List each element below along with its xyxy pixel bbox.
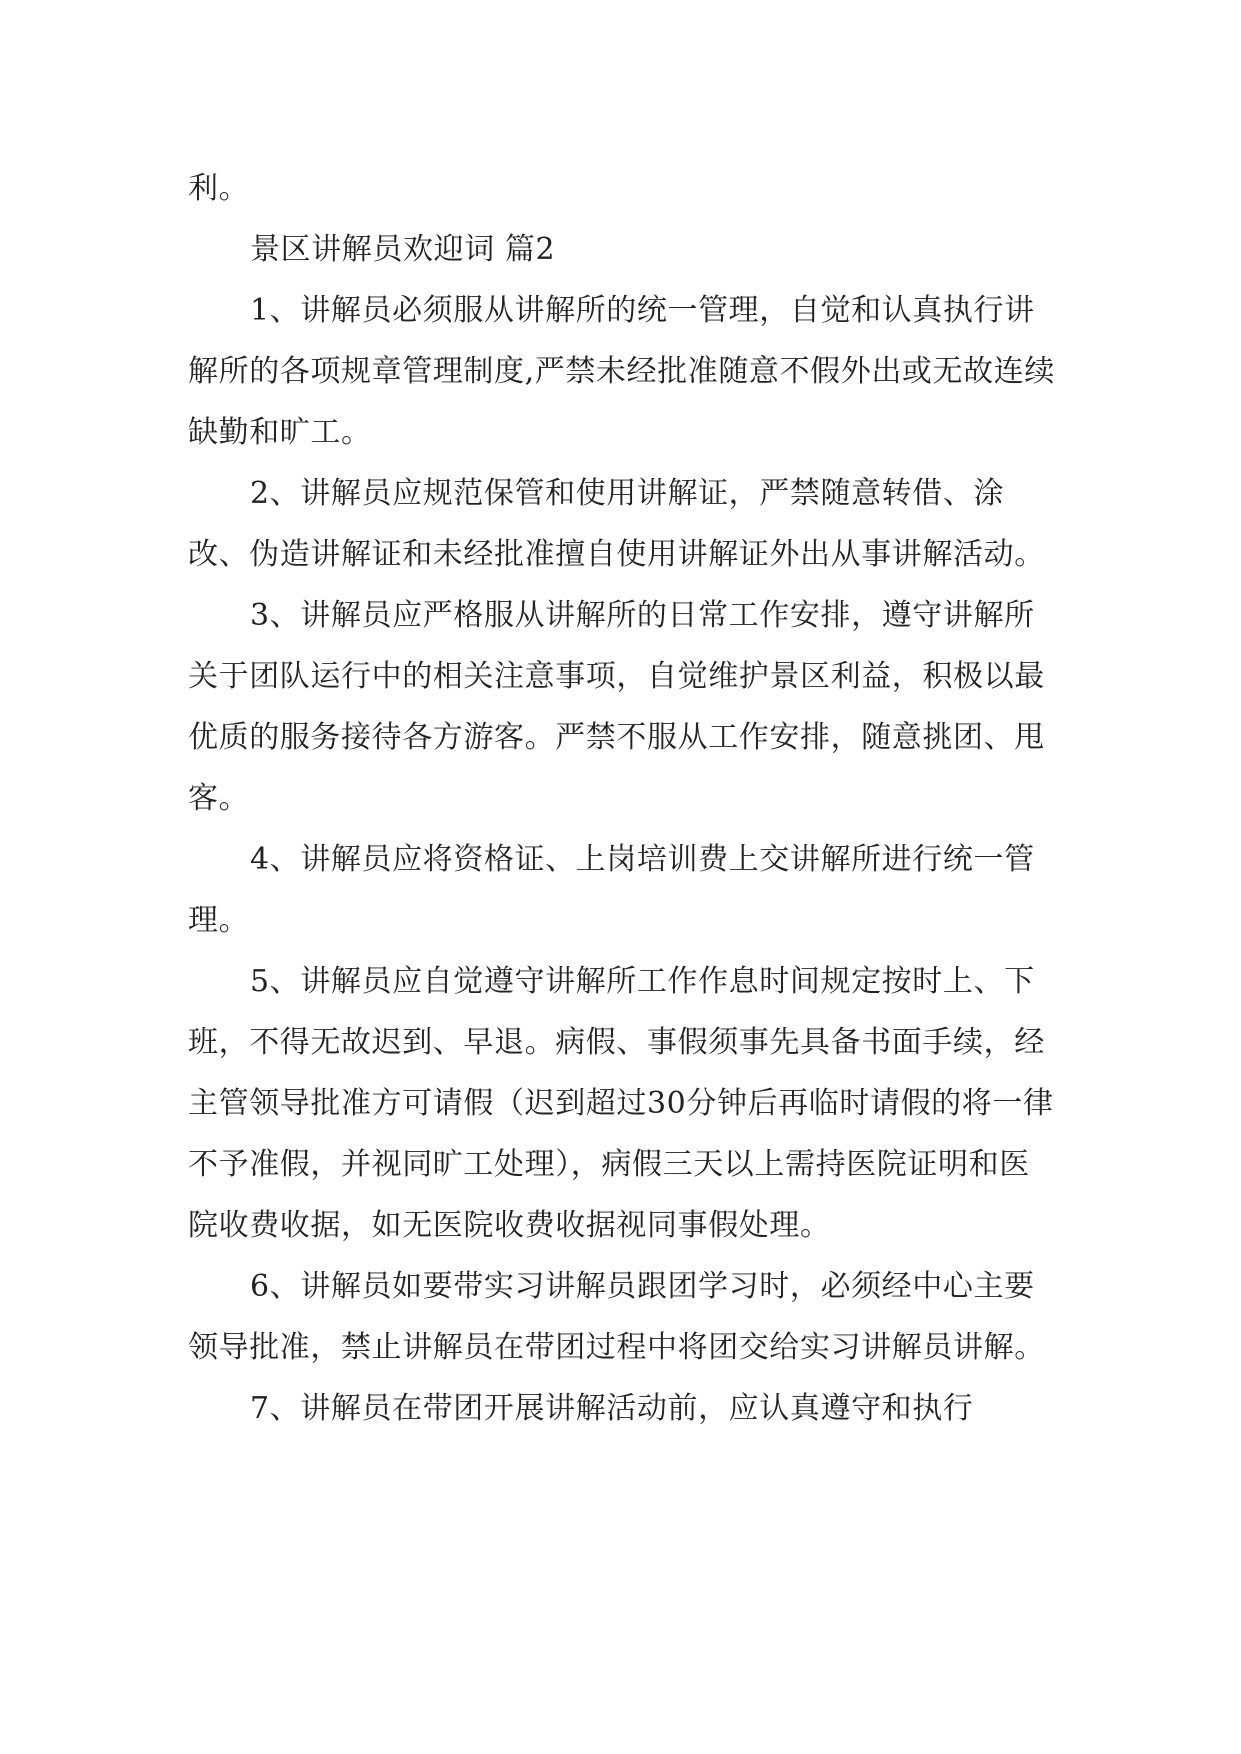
section-heading: 景区讲解员欢迎词 篇2: [250, 232, 556, 267]
rule-item-1: 1、讲解员必须服从讲解所的统一管理，自觉和认真执行讲解所的各项规章管理制度,严禁未经批准随意不假外出或无故连续缺勤和旷工。: [188, 293, 1055, 450]
rule-item-3: 3、讲解员应严格服从讲解所的日常工作安排，遵守讲解所关于团队运行中的相关注意事项，自觉维护景区利益，积极以最优质的服务接待各方游客。严禁不服从工作安排，随意挑团、甩客。: [188, 598, 1045, 816]
paragraph-continuation: 利。: [188, 171, 250, 206]
rule-item-5: 5、讲解员应自觉遵守讲解所工作作息时间规定按时上、下班，不得无故迟到、早退。病假、事假须事先具备书面手续，经主管领导批准方可请假（迟到超过30分钟后再临时请假的将一律不予准假，并视同旷工处理），病假三天以上需持医院证明和医院收费收据，如无医院收费收据视同事假处理。: [188, 964, 1054, 1243]
rule-item-2: 2、讲解员应规范保管和使用讲解证，严禁随意转借、涂改、伪造讲解证和未经批准擅自使用讲解证外出从事讲解活动。: [188, 476, 1045, 572]
body-text: [188, 158, 1056, 1439]
rule-item-4: 4、讲解员应将资格证、上岗培训费上交讲解所进行统一管理。: [188, 842, 1035, 938]
rule-item-7: 7、讲解员在带团开展讲解活动前，应认真遵守和执行: [250, 1391, 974, 1426]
rule-item-6: 6、讲解员如要带实习讲解员跟团学习时，必须经中心主要领导批准，禁止讲解员在带团过程中将团交给实习讲解员讲解。: [188, 1269, 1045, 1365]
